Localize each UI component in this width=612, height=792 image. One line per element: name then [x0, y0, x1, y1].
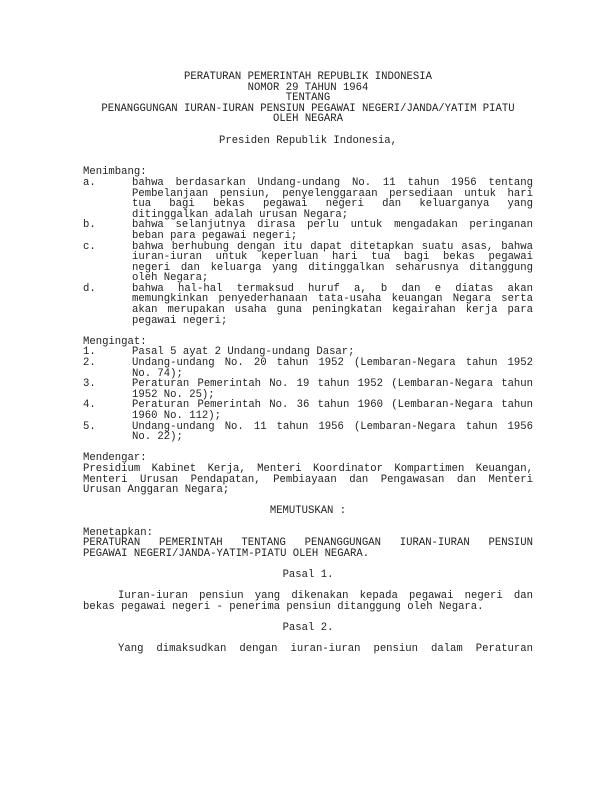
mengingat-item: [83, 358, 533, 379]
item-line: memungkinkan penyederhanaan tata-usaha keuangan Negara serta: [132, 293, 533, 306]
item-line: No. 22);: [132, 431, 183, 444]
title-tentang: TENTANG: [285, 92, 331, 105]
item-line: negeri dan keluarga yang ditinggalkan seharusnya ditanggung: [132, 261, 533, 274]
item-marker: b.: [83, 219, 96, 232]
item-marker: 2.: [83, 357, 96, 370]
item-marker: d.: [83, 282, 96, 295]
item-marker: 5.: [83, 420, 96, 433]
item-line: bahwa berdasarkan Undang-undang No. 11 tahun 1956 tentang: [132, 176, 533, 189]
item-line: Peraturan Pemerintah No. 19 tahun 1952 (Lembaran-Negara tahun: [132, 378, 533, 391]
item-line: Peraturan Pemerintah No. 36 tahun 1960 (Lembaran-Negara tahun: [132, 399, 533, 412]
item-line: bahwa hal-hal termaksud huruf a, b dan e diatas akan: [132, 282, 533, 295]
menetapkan-line: PEGAWAI NEGERI/JANDA-YATIM-PIATU OLEH NEGARA.: [83, 547, 370, 560]
item-line: ditinggalkan adalah urusan Negara;: [132, 208, 349, 221]
item-line: 1960 No. 112);: [132, 410, 222, 422]
document-page: [83, 72, 533, 655]
mengingat-item: [83, 379, 533, 400]
title-number: NOMOR 29 TAHUN 1964: [247, 81, 369, 94]
item-line: akan merupakan usaha guna peningkatan kegairahan kerja para: [132, 304, 533, 317]
president-line: Presiden Republik Indonesia,: [218, 134, 397, 147]
title-subject-end: OLEH NEGARA: [273, 113, 343, 126]
item-line: oleh Negara;: [132, 272, 209, 285]
pasal-2-heading: Pasal 2.: [282, 621, 334, 634]
item-line: No. 74);: [132, 367, 183, 380]
memutuskan-heading: MEMUTUSKAN :: [269, 505, 347, 518]
menimbang-item: [83, 242, 533, 284]
item-line: 1952 No. 25);: [132, 388, 215, 401]
menetapkan-label: Menetapkan:: [83, 526, 153, 539]
pasal-1-line: bekas pegawai negeri - penerima pensiun ditanggung oleh Negara.: [83, 600, 484, 613]
mendengar-line: Menteri Urusan Pendapatan, Pembiayaan dan Pengawasan dan Menteri: [83, 473, 533, 486]
item-line: beban para pegawai negeri;: [132, 229, 298, 242]
title-line: PERATURAN PEMERINTAH REPUBLIK INDONESIA: [184, 71, 432, 83]
item-line: bahwa berhubung dengan itu dapat ditetapkan suatu asas, bahwa: [132, 240, 533, 253]
item-line: Undang-undang No. 20 tahun 1952 (Lembaran-Negara tahun 1952: [132, 357, 533, 370]
item-marker: 4.: [83, 399, 96, 412]
item-line: pegawai negeri;: [132, 314, 228, 327]
mengingat-item: [83, 400, 533, 421]
item-line: bahwa selanjutnya dirasa perlu untuk mengadakan peringanan: [132, 219, 533, 232]
mengingat-label: Mengingat:: [83, 335, 147, 348]
menimbang-item: [83, 220, 533, 241]
item-marker: c.: [83, 240, 96, 253]
pasal-2-line: Yang dimaksudkan dengan iuran-iuran pensiun dalam Peraturan: [118, 643, 533, 656]
item-line: Undang-undang No. 11 tahun 1956 (Lembaran-Negara tahun 1956: [132, 420, 533, 433]
title-subject: PENANGGUNGAN IURAN-IURAN PENSIUN PEGAWAI NEGERI/JANDA/YATIM PIATU: [101, 102, 515, 115]
menimbang-item: [83, 178, 533, 220]
menimbang-item: [83, 284, 533, 326]
menimbang-label: Menimbang:: [83, 166, 147, 179]
item-marker: a.: [83, 176, 96, 189]
mendengar-line: Urusan Anggaran Negara;: [83, 484, 230, 497]
pasal-1-heading: Pasal 1.: [282, 568, 334, 581]
mendengar-line: Presidium Kabinet Kerja, Menteri Koordinator Kompartimen Keuangan,: [83, 462, 533, 475]
item-line: iuran-iuran untuk keperluan hari tua bagi bekas pegawai: [132, 251, 533, 264]
item-line: tua bagi bekas pegawai negeri dan keluarganya yang: [132, 198, 533, 211]
item-marker: 3.: [83, 378, 96, 391]
item-line: Pasal 5 ayat 2 Undang-undang Dasar;: [132, 346, 355, 359]
pasal-1-line: Iuran-iuran pensiun yang dikenakan kepada pegawai negeri dan: [118, 590, 533, 603]
menetapkan-line: PERATURAN PEMERINTAH TENTANG PENANGGUNGAN IURAN-IURAN PENSIUN: [83, 537, 533, 550]
mendengar-label: Mendengar:: [83, 452, 147, 465]
mengingat-item: [83, 422, 533, 443]
item-line: Pembelanjaan pensiun, penyelenggaraan persediaan untuk hari: [132, 187, 533, 200]
item-marker: 1.: [83, 346, 96, 359]
